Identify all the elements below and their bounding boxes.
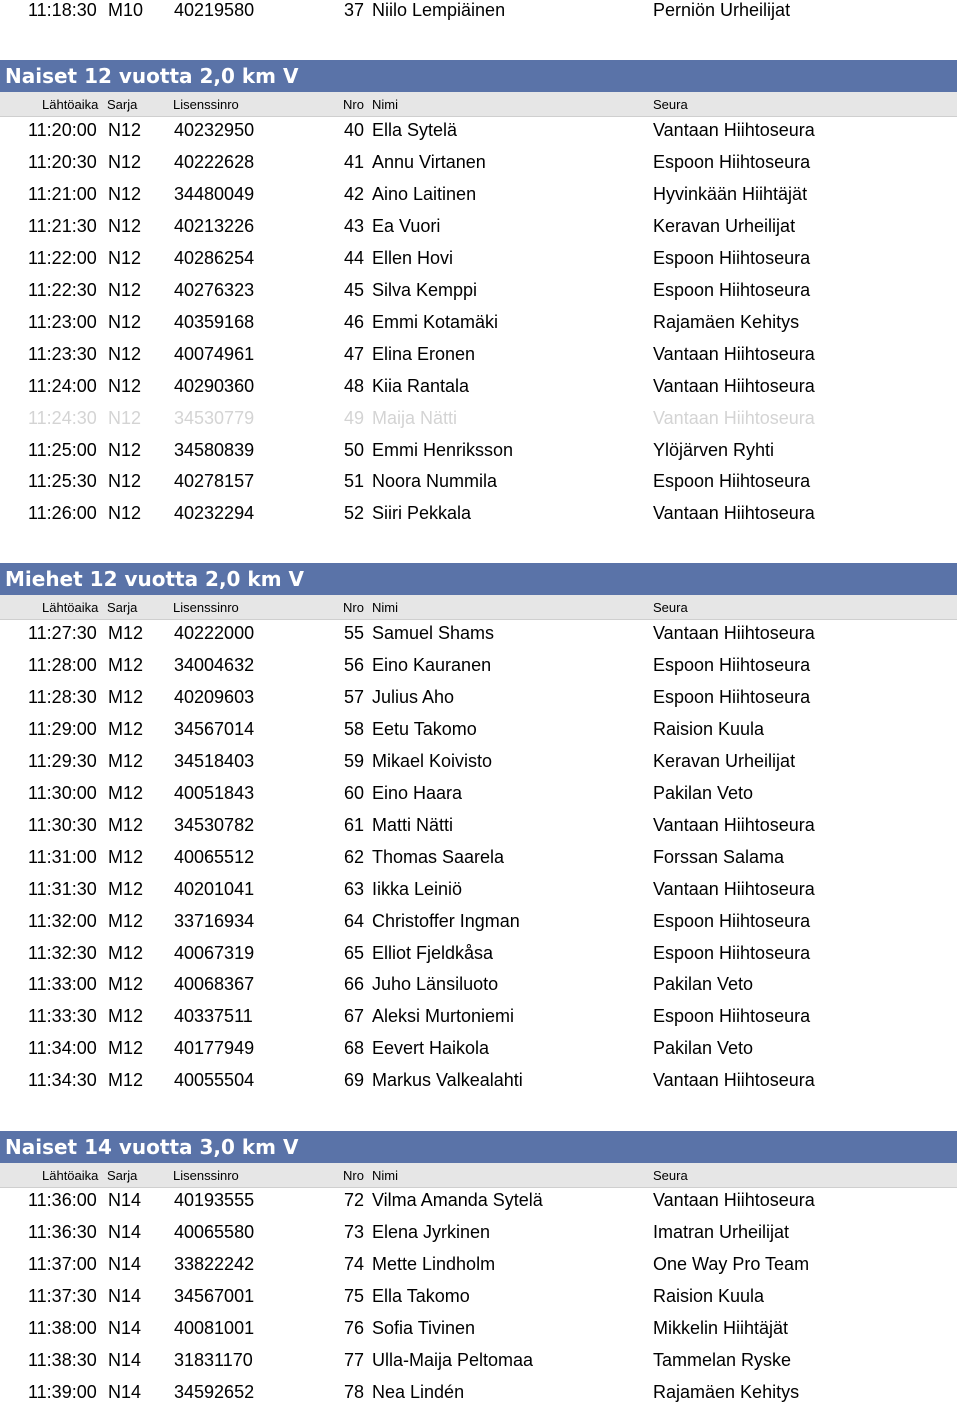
athlete-name: Juho Länsiluoto	[372, 974, 499, 994]
bib-number: 65	[344, 943, 365, 963]
class: M12	[108, 1038, 144, 1058]
license-number: 34530779	[174, 408, 255, 428]
club: Vantaan Hiihtoseura	[653, 344, 815, 364]
bib-number: 60	[344, 783, 365, 803]
start-time: 11:30:00	[28, 783, 97, 803]
bib-number: 72	[344, 1190, 365, 1210]
table-row	[0, 873, 960, 905]
class: M10	[108, 0, 144, 20]
club: Vantaan Hiihtoseura	[653, 879, 815, 899]
start-time: 11:26:00	[28, 503, 97, 523]
table-row	[0, 841, 960, 873]
table-row	[0, 1064, 960, 1096]
club: Vantaan Hiihtoseura	[653, 408, 815, 428]
bib-number: 48	[344, 376, 365, 396]
class: M12	[108, 879, 144, 899]
class: N12	[108, 440, 142, 460]
header-club: Seura	[653, 600, 688, 615]
club: Imatran Urheilijat	[653, 1222, 790, 1242]
bib-number: 63	[344, 879, 365, 899]
license-number: 40337511	[174, 1006, 253, 1026]
table-row	[0, 745, 960, 777]
club: Espoon Hiihtoseura	[653, 471, 811, 491]
header-start-time: Lähtöaika	[42, 1168, 99, 1183]
bib-number: 50	[344, 440, 365, 460]
section-title-text: Naiset 12 vuotta 2,0 km V	[5, 64, 299, 88]
table-row	[0, 306, 960, 338]
club: Pakilan Veto	[653, 1038, 754, 1058]
bib-number: 69	[344, 1070, 365, 1090]
athlete-name: Annu Virtanen	[372, 152, 486, 172]
athlete-name: Samuel Shams	[372, 623, 495, 643]
bib-number: 41	[344, 152, 365, 172]
athlete-name: Ella Takomo	[372, 1286, 470, 1306]
athlete-name: Elliot Fjeldkåsa	[372, 943, 494, 963]
license-number: 40081001	[174, 1318, 255, 1338]
table-row	[0, 777, 960, 809]
table-row	[0, 937, 960, 969]
table-row	[0, 649, 960, 681]
class: N14	[108, 1190, 142, 1210]
athlete-name: Mikael Koivisto	[372, 751, 493, 771]
bib-number: 45	[344, 280, 365, 300]
table-row	[0, 370, 960, 402]
start-time: 11:39:00	[28, 1382, 97, 1402]
athlete-name: Christoffer Ingman	[372, 911, 520, 931]
start-time: 11:36:30	[28, 1222, 97, 1242]
bib-number: 51	[344, 471, 365, 491]
bib-number: 56	[344, 655, 365, 675]
athlete-name: Aleksi Murtoniemi	[372, 1006, 515, 1026]
athlete-name: Kiia Rantala	[372, 376, 470, 396]
club: Espoon Hiihtoseura	[653, 655, 811, 675]
table-row	[0, 681, 960, 713]
license-number: 34567014	[174, 719, 255, 739]
athlete-name: Silva Kemppi	[372, 280, 478, 300]
club: Keravan Urheilijat	[653, 216, 796, 236]
club: Raision Kuula	[653, 719, 765, 739]
license-number: 40177949	[174, 1038, 255, 1058]
class: N12	[108, 120, 142, 140]
table-row	[0, 1000, 960, 1032]
class: N12	[108, 471, 142, 491]
athlete-name: Markus Valkealahti	[372, 1070, 523, 1090]
table-row	[0, 146, 960, 178]
class: N14	[108, 1254, 142, 1274]
header-name: Nimi	[372, 97, 398, 112]
bib-number: 49	[344, 408, 365, 428]
start-time: 11:20:30	[28, 152, 97, 172]
bib-number: 40	[344, 120, 365, 140]
athlete-name: Noora Nummila	[372, 471, 498, 491]
athlete-name: Emmi Henriksson	[372, 440, 514, 460]
table-row	[0, 114, 960, 146]
license-number: 40068367	[174, 974, 255, 994]
license-number: 34592652	[174, 1382, 255, 1402]
athlete-name: Ea Vuori	[372, 216, 441, 236]
license-number: 40278157	[174, 471, 255, 491]
license-number: 40065580	[174, 1222, 255, 1242]
athlete-name: Thomas Saarela	[372, 847, 505, 867]
bib-number: 66	[344, 974, 365, 994]
header-start-time: Lähtöaika	[42, 600, 99, 615]
header-club: Seura	[653, 97, 688, 112]
class: M12	[108, 1006, 144, 1026]
bib-number: 37	[344, 0, 365, 20]
athlete-name: Eino Kauranen	[372, 655, 492, 675]
club: Rajamäen Kehitys	[653, 1382, 800, 1402]
club: Perniön Urheilijat	[653, 0, 791, 20]
start-time: 11:23:00	[28, 312, 97, 332]
start-time: 11:22:30	[28, 280, 97, 300]
header-class: Sarja	[107, 1168, 138, 1183]
class: N14	[108, 1318, 142, 1338]
class: M12	[108, 943, 144, 963]
table-row	[0, 178, 960, 210]
table-row	[0, 1248, 960, 1280]
start-time: 11:34:30	[28, 1070, 97, 1090]
class: M12	[108, 687, 144, 707]
table-row	[0, 465, 960, 497]
start-time: 11:38:30	[28, 1350, 97, 1370]
club: Vantaan Hiihtoseura	[653, 120, 815, 140]
athlete-name: Emmi Kotamäki	[372, 312, 499, 332]
athlete-name: Nea Lindén	[372, 1382, 465, 1402]
club: Vantaan Hiihtoseura	[653, 815, 815, 835]
table-row	[0, 402, 960, 434]
header-bib: Nro	[343, 97, 364, 112]
class: N12	[108, 408, 142, 428]
bib-number: 59	[344, 751, 365, 771]
license-number: 40213226	[174, 216, 255, 236]
header-license: Lisenssinro	[173, 600, 239, 615]
license-number: 33822242	[174, 1254, 255, 1274]
start-time: 11:33:30	[28, 1006, 97, 1026]
class: N14	[108, 1286, 142, 1306]
athlete-name: Aino Laitinen	[372, 184, 477, 204]
club: Vantaan Hiihtoseura	[653, 503, 815, 523]
class: M12	[108, 719, 144, 739]
table-row	[0, 1376, 960, 1408]
club: Espoon Hiihtoseura	[653, 1006, 811, 1026]
header-name: Nimi	[372, 1168, 398, 1183]
start-time: 11:22:00	[28, 248, 97, 268]
bib-number: 78	[344, 1382, 365, 1402]
header-class: Sarja	[107, 97, 138, 112]
class: N12	[108, 503, 142, 523]
table-row	[0, 1184, 960, 1216]
athlete-name: Ella Sytelä	[372, 120, 458, 140]
license-number: 40055504	[174, 1070, 255, 1090]
start-time: 11:38:00	[28, 1318, 97, 1338]
start-time: 11:18:30	[28, 0, 97, 20]
license-number: 40222628	[174, 152, 255, 172]
start-time: 11:37:00	[28, 1254, 97, 1274]
start-time: 11:24:00	[28, 376, 97, 396]
section-title	[0, 60, 957, 92]
header-license: Lisenssinro	[173, 97, 239, 112]
license-number: 40359168	[174, 312, 255, 332]
athlete-name: Matti Nätti	[372, 815, 454, 835]
club: Espoon Hiihtoseura	[653, 248, 811, 268]
class: M12	[108, 815, 144, 835]
start-time: 11:20:00	[28, 120, 97, 140]
club: Vantaan Hiihtoseura	[653, 623, 815, 643]
athlete-name: Ellen Hovi	[372, 248, 454, 268]
section-title	[0, 1131, 957, 1163]
start-time: 11:28:30	[28, 687, 97, 707]
bib-number: 64	[344, 911, 365, 931]
table-row	[0, 1312, 960, 1344]
class: M12	[108, 974, 144, 994]
license-number: 34530782	[174, 815, 255, 835]
header-name: Nimi	[372, 600, 398, 615]
class: M12	[108, 847, 144, 867]
athlete-name: Elina Eronen	[372, 344, 476, 364]
header-bib: Nro	[343, 600, 364, 615]
start-time: 11:21:00	[28, 184, 97, 204]
club: Ylöjärven Ryhti	[653, 440, 775, 460]
license-number: 40232294	[174, 503, 255, 523]
bib-number: 74	[344, 1254, 365, 1274]
class: M12	[108, 623, 144, 643]
club: Espoon Hiihtoseura	[653, 943, 811, 963]
class: M12	[108, 911, 144, 931]
start-time: 11:30:30	[28, 815, 97, 835]
club: Raision Kuula	[653, 1286, 765, 1306]
bib-number: 68	[344, 1038, 365, 1058]
club: Espoon Hiihtoseura	[653, 280, 811, 300]
table-row	[0, 1280, 960, 1312]
start-time: 11:23:30	[28, 344, 97, 364]
athlete-name: Elena Jyrkinen	[372, 1222, 491, 1242]
athlete-name: Siiri Pekkala	[372, 503, 472, 523]
class: M12	[108, 751, 144, 771]
bib-number: 42	[344, 184, 365, 204]
start-time: 11:29:00	[28, 719, 97, 739]
athlete-name: Ulla-Maija Peltomaa	[372, 1350, 534, 1370]
class: N14	[108, 1222, 142, 1242]
header-license: Lisenssinro	[173, 1168, 239, 1183]
table-row	[0, 809, 960, 841]
club: Espoon Hiihtoseura	[653, 911, 811, 931]
start-time: 11:28:00	[28, 655, 97, 675]
class: N12	[108, 248, 142, 268]
club: Espoon Hiihtoseura	[653, 687, 811, 707]
header-bib: Nro	[343, 1168, 364, 1183]
license-number: 40074961	[174, 344, 255, 364]
start-time: 11:33:00	[28, 974, 97, 994]
license-number: 40290360	[174, 376, 255, 396]
start-time: 11:36:00	[28, 1190, 97, 1210]
license-number: 40209603	[174, 687, 255, 707]
table-row	[0, 1216, 960, 1248]
bib-number: 46	[344, 312, 365, 332]
license-number: 40222000	[174, 623, 255, 643]
license-number: 40276323	[174, 280, 255, 300]
license-number: 34567001	[174, 1286, 255, 1306]
class: N12	[108, 216, 142, 236]
header-class: Sarja	[107, 600, 138, 615]
class: M12	[108, 655, 144, 675]
start-time: 11:31:00	[28, 847, 97, 867]
class: M12	[108, 783, 144, 803]
club: Tammelan Ryske	[653, 1350, 792, 1370]
start-time: 11:32:00	[28, 911, 97, 931]
license-number: 34518403	[174, 751, 255, 771]
license-number: 40051843	[174, 783, 255, 803]
club: Vantaan Hiihtoseura	[653, 1070, 815, 1090]
start-time: 11:21:30	[28, 216, 97, 236]
bib-number: 57	[344, 687, 365, 707]
bib-number: 67	[344, 1006, 365, 1026]
class: N12	[108, 184, 142, 204]
bib-number: 75	[344, 1286, 365, 1306]
club: Mikkelin Hiihtäjät	[653, 1318, 789, 1338]
license-number: 34580839	[174, 440, 255, 460]
athlete-name: Eetu Takomo	[372, 719, 477, 739]
bib-number: 58	[344, 719, 365, 739]
header-start-time: Lähtöaika	[42, 97, 99, 112]
athlete-name: Julius Aho	[372, 687, 455, 707]
start-time: 11:32:30	[28, 943, 97, 963]
table-row	[0, 338, 960, 370]
bib-number: 73	[344, 1222, 365, 1242]
club: Rajamäen Kehitys	[653, 312, 800, 332]
class: N12	[108, 344, 142, 364]
club: Pakilan Veto	[653, 974, 754, 994]
athlete-name: Niilo Lempiäinen	[372, 0, 506, 20]
bib-number: 47	[344, 344, 365, 364]
table-row	[0, 434, 960, 466]
table-row	[0, 905, 960, 937]
start-time: 11:34:00	[28, 1038, 97, 1058]
bib-number: 76	[344, 1318, 365, 1338]
table-row	[0, 210, 960, 242]
license-number: 34480049	[174, 184, 255, 204]
start-time: 11:29:30	[28, 751, 97, 771]
license-number: 40193555	[174, 1190, 255, 1210]
license-number: 33716934	[174, 911, 255, 931]
athlete-name: Vilma Amanda Sytelä	[372, 1190, 543, 1210]
bib-number: 55	[344, 623, 365, 643]
license-number: 31831170	[174, 1350, 253, 1370]
class: N12	[108, 152, 142, 172]
license-number: 40219580	[174, 0, 255, 20]
class: N12	[108, 312, 142, 332]
class: N12	[108, 280, 142, 300]
bib-number: 44	[344, 248, 365, 268]
start-time: 11:27:30	[28, 623, 97, 643]
class: N14	[108, 1350, 142, 1370]
license-number: 34004632	[174, 655, 255, 675]
table-row	[0, 0, 960, 26]
club: Keravan Urheilijat	[653, 751, 796, 771]
license-number: 40201041	[174, 879, 255, 899]
table-row	[0, 713, 960, 745]
athlete-name: Sofia Tivinen	[372, 1318, 476, 1338]
athlete-name: Eino Haara	[372, 783, 463, 803]
license-number: 40232950	[174, 120, 255, 140]
athlete-name: Eevert Haikola	[372, 1038, 490, 1058]
table-row	[0, 617, 960, 649]
table-row	[0, 1344, 960, 1376]
section-title-text: Naiset 14 vuotta 3,0 km V	[5, 1135, 299, 1159]
class: M12	[108, 1070, 144, 1090]
class: N14	[108, 1382, 142, 1402]
start-time: 11:37:30	[28, 1286, 97, 1306]
bib-number: 43	[344, 216, 365, 236]
section-title	[0, 563, 957, 595]
class: N12	[108, 376, 142, 396]
club: Forssan Salama	[653, 847, 785, 867]
club: Espoon Hiihtoseura	[653, 152, 811, 172]
athlete-name: Iikka Leiniö	[372, 879, 463, 899]
bib-number: 62	[344, 847, 365, 867]
license-number: 40286254	[174, 248, 255, 268]
start-time: 11:25:30	[28, 471, 97, 491]
start-time: 11:25:00	[28, 440, 97, 460]
header-club: Seura	[653, 1168, 688, 1183]
athlete-name: Mette Lindholm	[372, 1254, 496, 1274]
club: One Way Pro Team	[653, 1254, 810, 1274]
club: Vantaan Hiihtoseura	[653, 1190, 815, 1210]
license-number: 40067319	[174, 943, 255, 963]
table-row	[0, 274, 960, 306]
table-row	[0, 1032, 960, 1064]
athlete-name: Maija Nätti	[372, 408, 458, 428]
start-time: 11:24:30	[28, 408, 97, 428]
section-title-text: Miehet 12 vuotta 2,0 km V	[5, 567, 305, 591]
start-time: 11:31:30	[28, 879, 97, 899]
table-row	[0, 497, 960, 529]
club: Vantaan Hiihtoseura	[653, 376, 815, 396]
license-number: 40065512	[174, 847, 255, 867]
table-row	[0, 242, 960, 274]
bib-number: 61	[344, 815, 365, 835]
club: Pakilan Veto	[653, 783, 754, 803]
bib-number: 77	[344, 1350, 365, 1370]
club: Hyvinkään Hiihtäjät	[653, 184, 808, 204]
bib-number: 52	[344, 503, 365, 523]
table-row	[0, 968, 960, 1000]
